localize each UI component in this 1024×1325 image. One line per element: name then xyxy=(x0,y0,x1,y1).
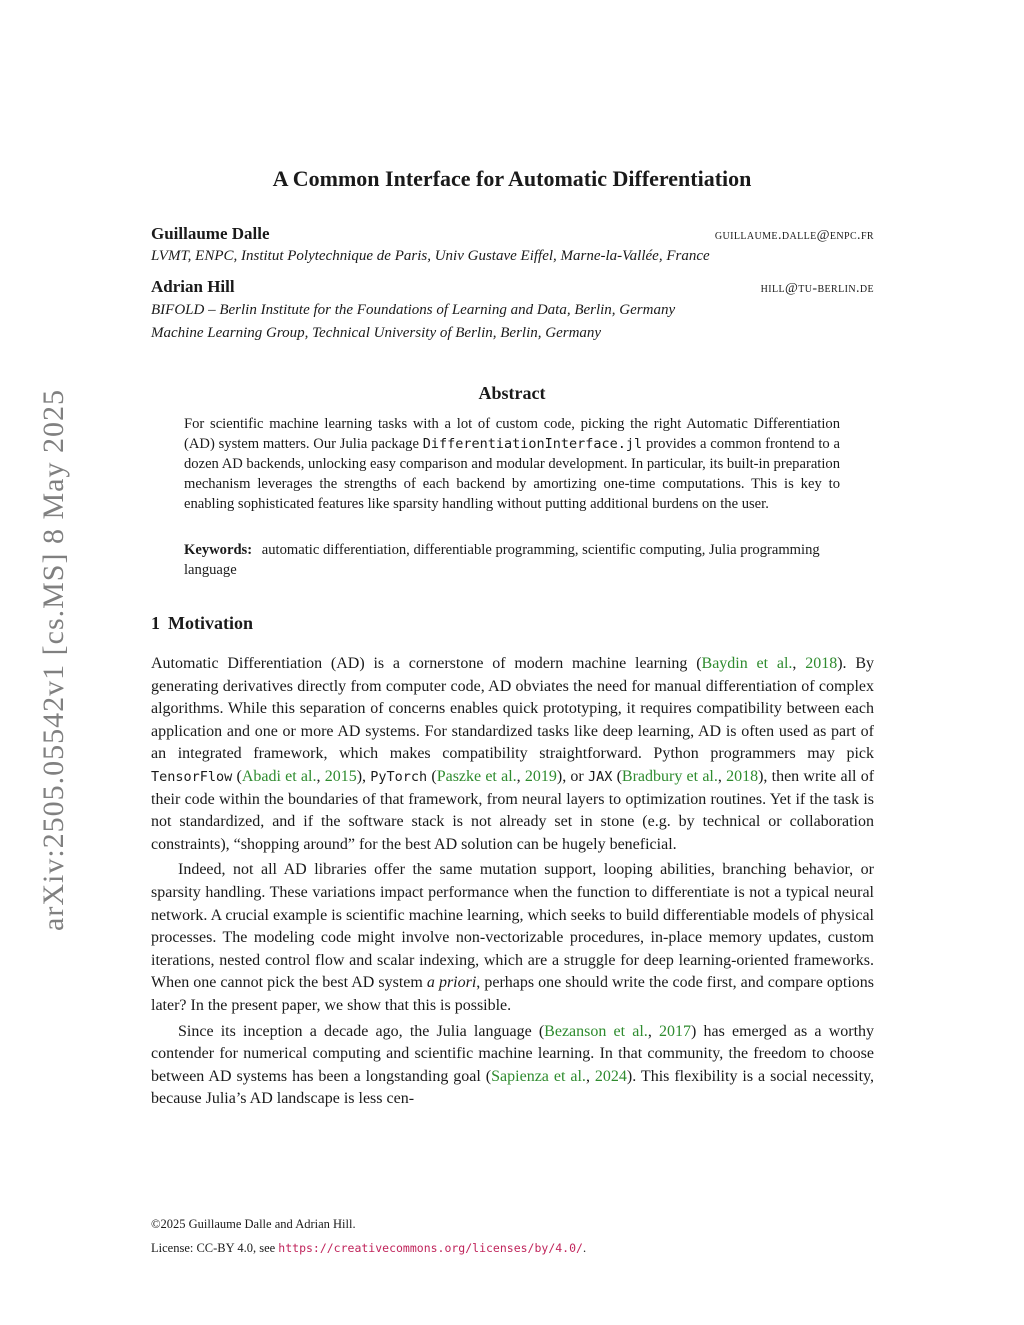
footnote xyxy=(151,1212,874,1260)
keywords xyxy=(184,540,840,580)
paragraph: Indeed, not all AD libraries offer the same mutation support, looping abilities, branching behavior, or sparsity handling. These variations impact performance when the function to differentiate is not a typical neural network. A crucial example is scientific machine learning, which seeks to build differentiable models of physical processes. The modeling code might involve non-vectorizable procedures, in-place memory updates, custom iterations, nested control flow and scalar indexing, which are a struggle for deep learning-oriented frameworks. When one cannot pick the best AD system a priori, perhaps one should write the code first, and compare options later? In the present paper, we show that this is possible. xyxy=(151,861,875,1014)
citation-link[interactable]: Paszke et al. xyxy=(436,767,517,785)
keywords-list: automatic differentiation, differentiable programming, scientific computing, Julia programming language xyxy=(184,542,820,578)
citation-year-link[interactable]: 2015 xyxy=(324,767,357,785)
citation-link[interactable]: Abadi et al. xyxy=(241,767,317,785)
keywords-label: Keywords: xyxy=(184,542,253,558)
citation-link[interactable]: Bezanson et al. xyxy=(544,1022,648,1040)
package-name: DifferentiationInterface.jl xyxy=(422,436,643,452)
author-2 xyxy=(151,277,874,297)
framework-name: JAX xyxy=(587,768,613,785)
author-name: Adrian Hill xyxy=(151,277,235,296)
abstract-text: For scientific machine learning tasks with a lot of custom code, picking the right Automatic Differentiation (AD) system matters. Our Julia package DifferentiationInterface.jl provides a common frontend to a dozen AD backends, unlocking easy comparison and modular development. In particular, its built-in preparation mechanism leverages the strengths of each backend by amortizing one-time computations. This is key to enabling sophisticated features like sparsity handling without putting additional burdens on the user. xyxy=(184,416,840,512)
license-url-link[interactable]: https://creativecommons.org/licenses/by/4.0/ xyxy=(278,1241,583,1255)
copyright-line: ©2025 Guillaume Dalle and Adrian Hill. xyxy=(151,1217,356,1231)
author-email[interactable]: guillaume.dalle@enpc.fr xyxy=(714,228,874,243)
author-name: Guillaume Dalle xyxy=(151,224,270,243)
citation-year-link[interactable]: 2018 xyxy=(805,655,838,672)
license-line: License: CC-BY 4.0, see https://creativecommons.org/licenses/by/4.0/. xyxy=(151,1241,587,1255)
abstract-heading: Abstract xyxy=(478,383,546,403)
author-affiliation: Machine Learning Group, Technical University of Berlin, Berlin, Germany xyxy=(151,325,602,341)
paper-title: A Common Interface for Automatic Differentiation xyxy=(272,166,752,191)
citation-link[interactable]: Baydin et al. xyxy=(701,655,793,672)
citation-year-link[interactable]: 2019 xyxy=(524,767,557,785)
paragraph: Since its inception a decade ago, the Julia language (Bezanson et al., 2017) has emerged as a worthy contender for numerical computing and scientific machine learning. In that community, the freedom to choose between AD systems has been a longstanding goal (Sapienza et al., 2024). This flexibility is a social necessity, because Julia’s AD landscape is less cen- xyxy=(151,1022,875,1108)
framework-name: PyTorch xyxy=(370,768,428,785)
author-affiliation: LVMT, ENPC, Institut Polytechnique de Paris, Univ Gustave Eiffel, Marne-la-Vallée, France xyxy=(151,248,710,264)
emphasis: a priori xyxy=(426,974,477,992)
citation-year-link[interactable]: 2018 xyxy=(726,767,759,785)
citation-link[interactable]: Bradbury et al. xyxy=(621,767,718,785)
section-number: 1 xyxy=(151,613,160,633)
author-affiliation: BIFOLD – Berlin Institute for the Foundations of Learning and Data, Berlin, Germany xyxy=(151,302,676,318)
arxiv-identifier[interactable]: arXiv:2505.05542v1 [cs.MS] 8 May 2025 xyxy=(37,389,70,931)
citation-link[interactable]: Sapienza et al. xyxy=(491,1067,586,1085)
section-title: Motivation xyxy=(168,613,253,633)
framework-name: TensorFlow xyxy=(151,768,233,785)
section-body xyxy=(151,653,874,1114)
author-1 xyxy=(151,224,874,244)
author-email[interactable]: hill@tu-berlin.de xyxy=(760,281,874,296)
paragraph: Automatic Differentiation (AD) is a cornerstone of modern machine learning (Baydin et al., 2018). By generating derivatives directly from computer code, AD obviates the need for manual differentiation of complex algorithms. While this separation of concerns enables quick prototyping, it requires compatibility between each application and one or more AD systems. For standardized tasks like deep learning, AD is often used as part of an integrated framework, which makes compatibility straightforward. Python programmers may pick TensorFlow (Abadi et al., 2015), PyTorch (Paszke et al., 2019), or JAX (Bradbury et al., 2018), then write all of their code within the boundaries of that framework, from neural layers to optimization routines. Yet if the task is not standardized, and if the software stack is not already set in stone (e.g. by technical or collaboration constraints), “shopping around” for the best AD solution can be hugely beneficial. xyxy=(151,655,875,853)
citation-year-link[interactable]: 2024 xyxy=(594,1067,627,1085)
citation-year-link[interactable]: 2017 xyxy=(658,1022,691,1040)
section-heading xyxy=(151,613,253,634)
